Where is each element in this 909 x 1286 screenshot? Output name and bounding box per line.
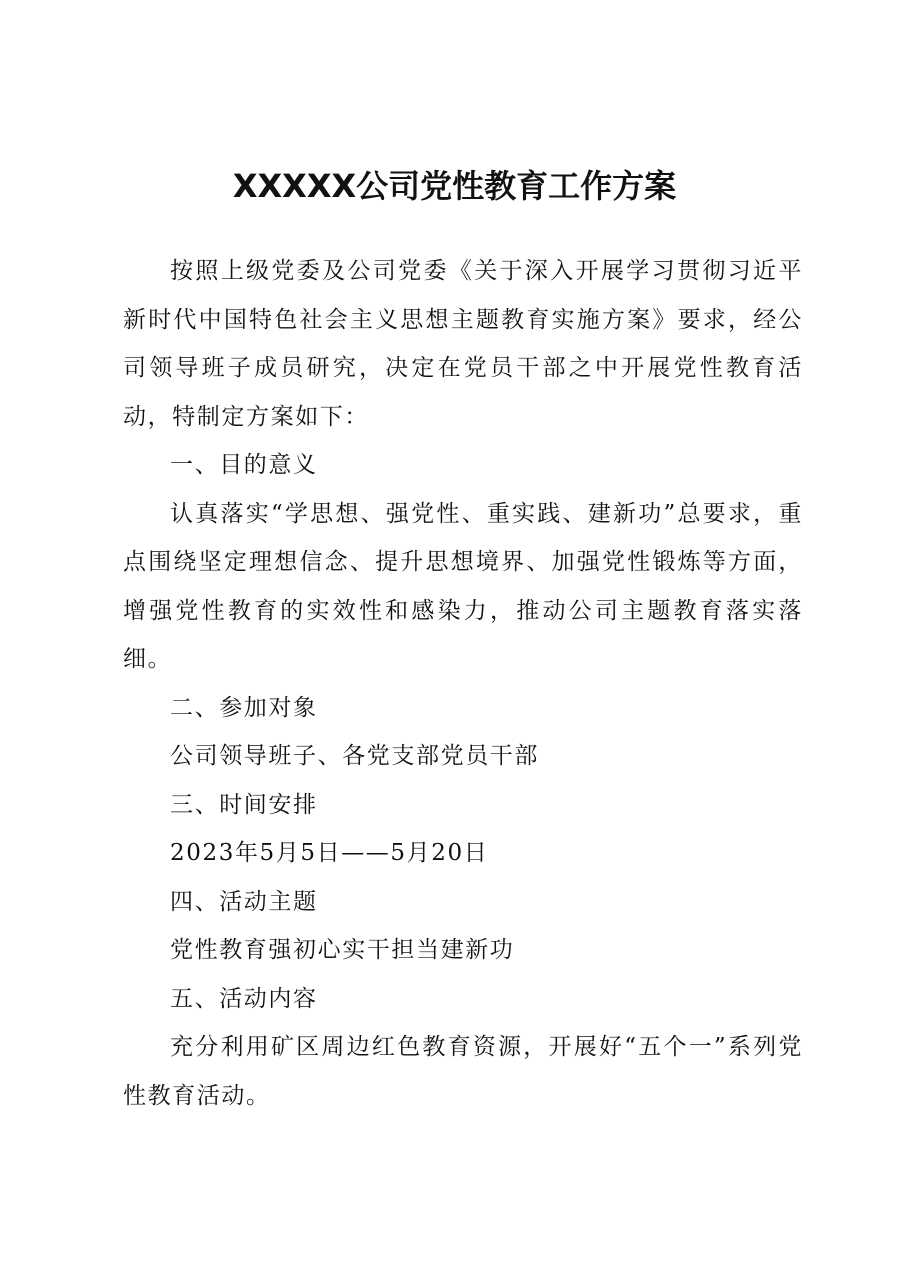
theme-paragraph: 党性教育强初心实干担当建新功 (170, 937, 515, 963)
section-heading-schedule: 三、时间安排 (170, 791, 318, 818)
participants-paragraph: 公司领导班子、各党支部党员干部 (170, 743, 539, 769)
intro-paragraph: 按照上级党委及公司党委《关于深入开展学习贯彻习近平新时代中国特色社会主义思想主题教育实施方案》要求，经公司领导班子成员研究，决定在党员干部之中开展党性教育活动，特制定方案如下： (123, 258, 803, 430)
section-heading-participants: 二、参加对象 (170, 694, 318, 721)
document-body (123, 247, 803, 1120)
section-heading-content: 五、活动内容 (170, 985, 318, 1012)
section-heading-purpose: 一、目的意义 (170, 452, 318, 478)
document-title: XXXXX公司党性教育工作方案 (232, 167, 677, 205)
section-heading-theme: 四、活动主题 (170, 888, 318, 915)
schedule-paragraph: 2023年5月5日——5月20日 (170, 840, 489, 866)
content-paragraph: 充分利用矿区周边红色教育资源，开展好“五个一”系列党性教育活动。 (123, 1034, 803, 1109)
purpose-paragraph: 认真落实“学思想、强党性、重实践、建新功”总要求，重点围绕坚定理想信念、提升思想境界、加强党性锻炼等方面，增强党性教育的实效性和感染力，推动公司主题教育落实落细。 (123, 500, 803, 672)
